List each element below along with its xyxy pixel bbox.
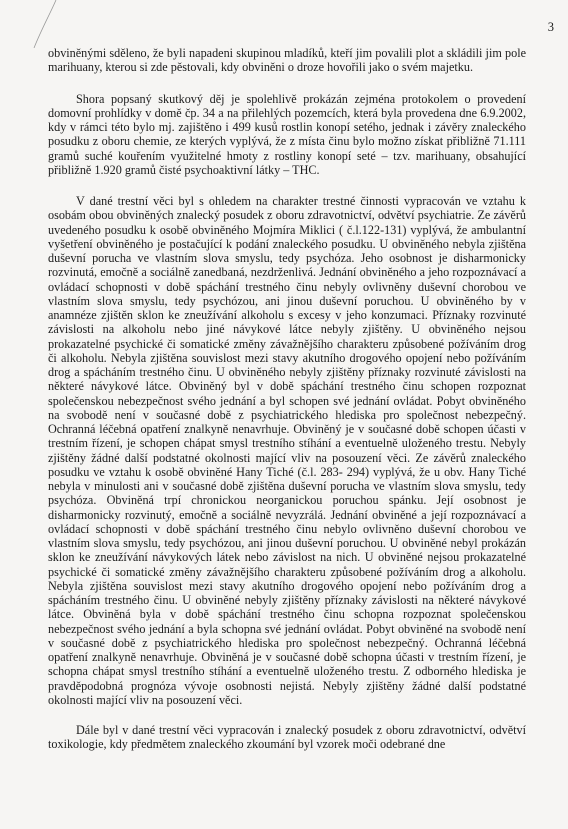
paragraph-4: Dále byl v dané trestní věci vypracován i znalecký posudek z oboru zdravotnictví, odvětví toxikologie, kdy předmětem znaleckého zkoumání byl vzorek moči odebrané dne (48, 723, 526, 752)
scan-edge-mark (20, 0, 58, 48)
paragraph-3: V dané trestní věci byl s ohledem na charakter trestné činnosti vypracován ve vztahu k osobám obou obviněných znalecký posudek z oboru zdravotnictví, odvětví psychiatrie. Ze závěrů uvedeného posudku k osobě obviněného Mojmíra Miklici ( č.l.122-131) vyplývá, že ambulantní vyšetření obviněného je postačující k podání znaleckého posudku. U obviněného nebyla zjištěna duševní porucha ve vlastním slova smyslu, tedy psychóza. Jeho osobnost je disharmonicky rozvinutá, emočně a sociálně zanedbaná, nezdrženlivá. Jednání obviněného a jeho rozpoznávací a ovládací schopnosti v době spáchání trestného činu nebyly ovlivněny duševní chorobou ve vlastním slova smyslu, tedy psychózou, ani jinou duševní poruchou. U obviněného by v anamnéze zjištěn sklon ke zneužívání alkoholu s excesy v jeho konzumaci. Příznaky rozvinuté závislosti na alkoholu nebo jiné návykové látce nebyly zjištěny. U obviněného nejsou prokazatelné psychické či somatické změny závažnějšího charakteru způsobené požíváním drog či alkoholu. Nebyla zjištěna souvislost mezi stavy akutního drogového opojení nebo požíváním drog a spácháním trestného činu. U obviněného nebyly zjištěny příznaky rozvinuté závislosti na některé návykové látce. Obviněný byl v době spáchání trestného činu schopen rozpoznat společenskou nebezpečnost svého jednání a byl schopen své jednání ovládat. Pobyt obviněného na svobodě není v současné době z psychiatrického hlediska pro společnost nebezpečný. Ochranná léčebná opatření znalkyně nenavrhuje. Obviněný je v současné době schopen účasti v trestním řízení, je schopen chápat smysl trestního stíhání a eventuelně uloženého trestu. Nebyly zjištěny žádné další podstatné okolnosti mající vliv na posouzení věci. Ze závěrů znaleckého posudku ve vztahu k osobě obviněné Hany Tiché (č.l. 283- 294) vyplývá, že u obv. Hany Tiché nebyla v minulosti ani v současné době zjištěna duševní porucha ve vlastním slova smyslu, tedy psychóza. Obviněná trpí chronickou neorganickou poruchou spánku. Její osobnost je disharmonicky rozvinutý, emočně a sociálně nevyzrálá. Jednání obviněné a její rozpoznávací a ovládací schopnosti v době spáchání trestného činu nebylo ovlivněno duševní chorobou ve vlastním slova smyslu, tedy psychózou, ani jinou duševní poruchou. U obviněné nebyl prokázán sklon ke zneužívání návykových látek nebo závislost na nich. U obviněné nejsou prokazatelné psychické či somatické změny závažnějšího charakteru způsobené požíváním drog a alkoholu. Nebyla zjištěna souvislost mezi stavy akutního drogového opojení nebo požíváním drog a spácháním trestného činu. U obviněné nebyly zjištěny příznaky závislosti na některé návykové látce. Obviněná byla v době spáchání trestného činu schopna rozpoznat společenskou nebezpečnost svého jednání a byla schopna své jednání ovládat. Pobyt obviněné na svobodě není v současné době z psychiatrického hlediska pro společnost nebezpečný. Ochranná léčebná opatření znalkyně nenavrhuje. Obviněná je v současné době schopna účasti v trestním řízení, je schopna chápat smysl trestního stíhání a eventuelně uloženého trestu. Z odborného hlediska je pravděpodobná prognóza vývoje osobnosti nejistá. Nebyly zjištěny žádné další podstatné okolnosti mající vliv na posouzení věci. (48, 194, 526, 707)
paragraph-2: Shora popsaný skutkový děj je spolehlivě prokázán zejména protokolem o provedení domovní prohlídky v domě čp. 34 a na přilehlých pozemcích, která byla provedena dne 6.9.2002, kdy v rámci této bylo mj. zajištěno i 499 kusů rostlin konopí setého, jednak i závěry znaleckého posudku z oboru chemie, ze kterých vyplývá, že z místa činu bylo možno získat přibližně 71.111 gramů suché kouřením využitelné hmoty z rostliny konopí seté – tzv. marihuany, obsahující přibližně 1.920 gramů čisté psychoaktivní látky – THC. (48, 91, 526, 177)
document-body (48, 46, 526, 752)
page-number: 3 (547, 20, 554, 34)
paragraph-1: obviněnými sděleno, že byli napadeni skupinou mladíků, kteří jim povalili plot a skládili jim pole marihuany, kterou si zde pěstovali, kdy obviněni o droze hovořili jako o svém majetku. (48, 46, 526, 75)
